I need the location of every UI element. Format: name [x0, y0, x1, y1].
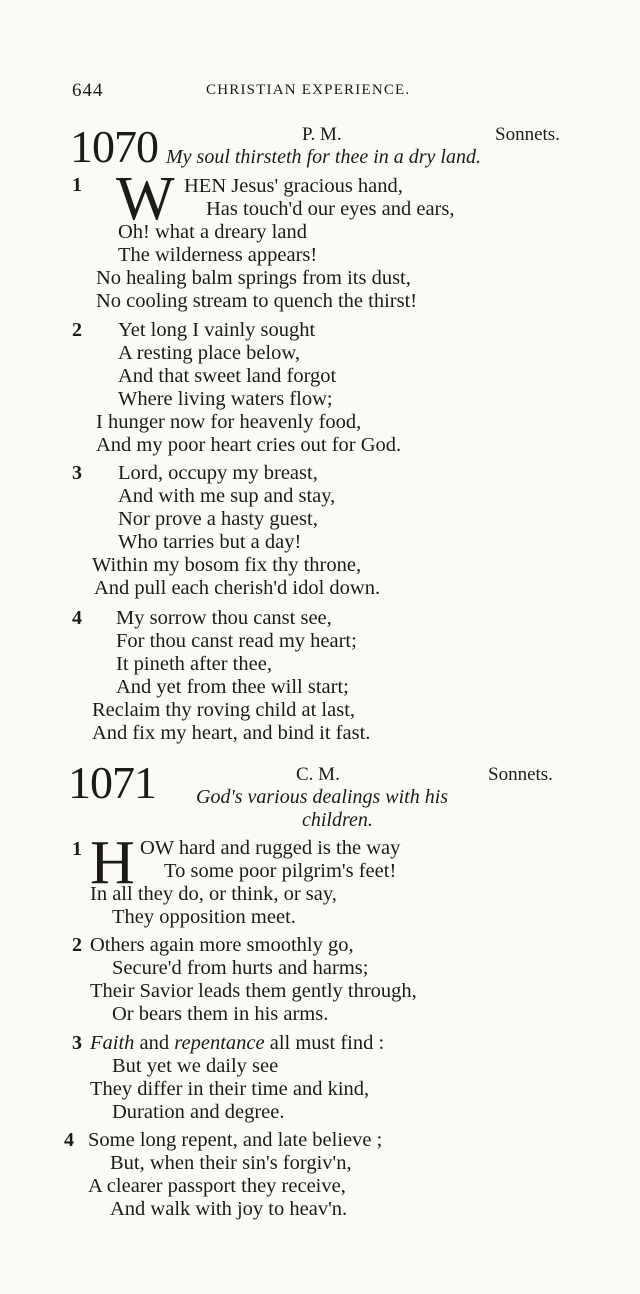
stanza-number: 4 [72, 607, 82, 629]
verse-line: Their Savior leads them gently through, [90, 980, 417, 1002]
verse-line: Who tarries but a day! [118, 531, 302, 553]
verse-line: Yet long I vainly sought [118, 319, 316, 341]
verse-line: And yet from thee will start; [116, 676, 349, 698]
verse-line: Some long repent, and late believe ; [88, 1129, 383, 1151]
verse-line: Faith and repentance all must find : [90, 1032, 385, 1054]
verse-line: Where living waters flow; [118, 388, 333, 410]
verse-line: Others again more smoothly go, [90, 934, 354, 956]
page-number: 644 [72, 80, 104, 101]
verse-line: But, when their sin's forgiv'n, [110, 1152, 352, 1174]
verse-line: For thou canst read my heart; [116, 630, 357, 652]
italic-word: repentance [174, 1032, 265, 1054]
hymn-number: 1071 [68, 757, 156, 808]
stanza-number: 2 [72, 319, 82, 341]
verse-line: Duration and degree. [112, 1101, 285, 1123]
verse-line: And walk with joy to heav'n. [110, 1198, 348, 1220]
hymn-subject: My soul thirsteth for thee in a dry land. [166, 146, 481, 168]
verse-line: No healing balm springs from its dust, [96, 267, 411, 289]
verse-line: Or bears them in his arms. [112, 1003, 329, 1025]
verse-line: To some poor pilgrim's feet! [164, 860, 397, 882]
hymn-tune: Sonnets. [495, 124, 560, 145]
hymn-tune: Sonnets. [488, 764, 553, 785]
verse-line: And pull each cherish'd idol down. [94, 577, 381, 599]
verse-line: Reclaim thy roving child at last, [92, 699, 356, 721]
verse-line: In all they do, or think, or say, [90, 883, 337, 905]
verse-line: And my poor heart cries out for God. [96, 434, 402, 456]
hymn-subject: children. [302, 809, 373, 831]
drop-cap: W [116, 165, 175, 233]
stanza-number: 2 [72, 934, 82, 956]
verse-line: They opposition meet. [112, 906, 296, 928]
verse-line: I hunger now for heavenly food, [96, 411, 362, 433]
verse-line: A resting place below, [118, 342, 300, 364]
verse-line: OW hard and rugged is the way [140, 837, 401, 859]
running-title: CHRISTIAN EXPERIENCE. [206, 82, 411, 98]
verse-line: But yet we daily see [112, 1055, 279, 1077]
hymn-number: 1070 [70, 121, 158, 172]
verse-line: A clearer passport they receive, [88, 1175, 346, 1197]
verse-line: Within my bosom fix thy throne, [92, 554, 362, 576]
stanza-number: 3 [72, 1032, 82, 1054]
verse-line: And that sweet land forgot [118, 365, 337, 387]
verse-line: My sorrow thou canst see, [116, 607, 332, 629]
stanza-number: 1 [72, 174, 82, 196]
verse-line: No cooling stream to quench the thirst! [96, 290, 418, 312]
hymn-meter: C. M. [296, 764, 340, 785]
hymn-subject: God's various dealings with his [196, 786, 449, 808]
verse-line: The wilderness appears! [118, 244, 318, 266]
verse-line: Has touch'd our eyes and ears, [206, 198, 455, 220]
verse-line: HEN Jesus' gracious hand, [184, 175, 403, 197]
stanza-number: 4 [64, 1129, 74, 1151]
verse-line: Lord, occupy my breast, [118, 462, 318, 484]
verse-line: Nor prove a hasty guest, [118, 508, 318, 530]
stanza-number: 3 [72, 462, 82, 484]
verse-line: Secure'd from hurts and harms; [112, 957, 369, 979]
verse-line: Oh! what a dreary land [118, 221, 307, 243]
verse-line: And with me sup and stay, [118, 485, 336, 507]
italic-word: Faith [90, 1032, 135, 1054]
verse-line: They differ in their time and kind, [90, 1078, 370, 1100]
page-header [72, 80, 572, 104]
verse-line: And fix my heart, and bind it fast. [92, 722, 371, 744]
verse-line: It pineth after thee, [116, 653, 272, 675]
hymn-meter: P. M. [302, 124, 342, 145]
stanza-number: 1 [72, 838, 82, 860]
drop-cap: H [90, 829, 135, 897]
